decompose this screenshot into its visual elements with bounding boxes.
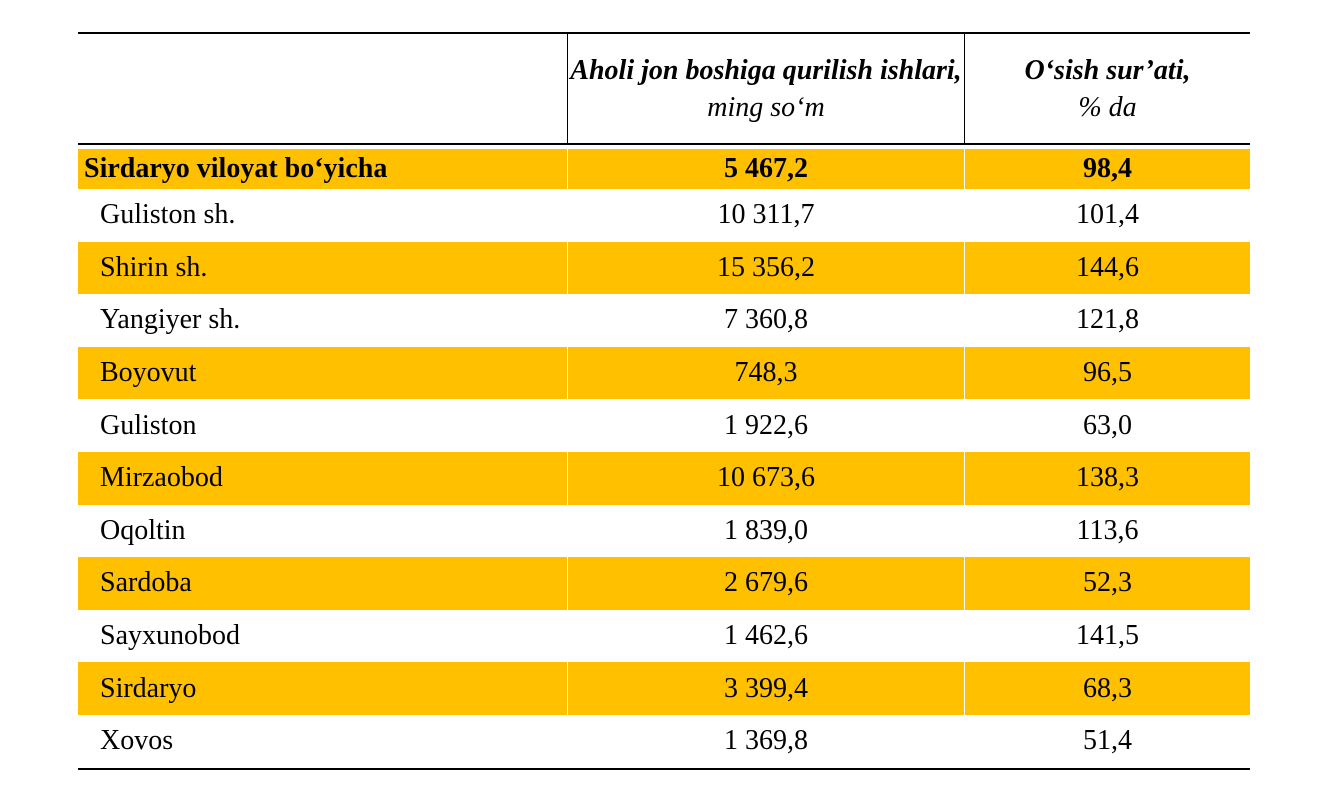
row-growth: 121,8 xyxy=(1076,304,1139,336)
table-row xyxy=(78,399,1250,452)
row-growth: 51,4 xyxy=(1083,725,1132,757)
row-growth: 63,0 xyxy=(1083,409,1132,441)
row-name: Boyovut xyxy=(78,347,568,400)
row-value: 1 922,6 xyxy=(568,399,965,452)
row-name: Yangiyer sh. xyxy=(78,294,568,347)
row-growth: 68,3 xyxy=(1083,672,1132,704)
row-growth: 101,4 xyxy=(1076,199,1139,231)
row-value: 15 356,2 xyxy=(568,242,965,295)
table-row xyxy=(78,189,1250,242)
row-growth: 144,6 xyxy=(1076,251,1139,283)
table-row xyxy=(78,294,1250,347)
row-value: 748,3 xyxy=(568,347,965,400)
table-row xyxy=(78,242,1250,295)
header-empty-cell xyxy=(78,34,568,143)
row-name: Sardoba xyxy=(78,557,568,610)
table-row xyxy=(78,505,1250,558)
row-growth: 141,5 xyxy=(1076,620,1139,652)
table-row xyxy=(78,452,1250,505)
table-row xyxy=(78,662,1250,715)
row-name: Sirdaryo viloyat bo‘yicha xyxy=(78,149,568,189)
header-construction-per-capita xyxy=(568,34,965,143)
row-value: 2 679,6 xyxy=(568,557,965,610)
row-name: Guliston sh. xyxy=(78,189,568,242)
table-header xyxy=(78,32,1250,145)
statistics-table xyxy=(78,32,1250,770)
row-value: 1 369,8 xyxy=(568,715,965,768)
table-body xyxy=(78,189,1250,770)
row-growth: 113,6 xyxy=(1076,514,1139,546)
header-growth-label: O‘sish sur’ati, xyxy=(1024,54,1191,86)
row-value: 10 311,7 xyxy=(568,189,965,242)
row-name: Shirin sh. xyxy=(78,242,568,295)
header-growth-rate xyxy=(965,34,1250,143)
row-name: Sirdaryo xyxy=(78,662,568,715)
row-growth: 96,5 xyxy=(1083,357,1132,389)
table-row-total xyxy=(78,149,1250,189)
row-name: Sayxunobod xyxy=(78,610,568,663)
table-row xyxy=(78,715,1250,768)
row-name: Mirzaobod xyxy=(78,452,568,505)
row-value: 3 399,4 xyxy=(568,662,965,715)
header-construction-label: Aholi jon boshiga qurilish ishlari, xyxy=(570,54,962,86)
row-growth: 98,4 xyxy=(1083,153,1132,184)
table-row xyxy=(78,347,1250,400)
row-value: 5 467,2 xyxy=(568,149,965,189)
table-row xyxy=(78,610,1250,663)
row-value: 1 839,0 xyxy=(568,505,965,558)
row-value: 7 360,8 xyxy=(568,294,965,347)
table-row xyxy=(78,557,1250,610)
row-name: Guliston xyxy=(78,399,568,452)
header-construction-unit: ming so‘m xyxy=(707,91,825,123)
row-name: Xovos xyxy=(78,715,568,768)
row-value: 10 673,6 xyxy=(568,452,965,505)
row-growth: 52,3 xyxy=(1083,567,1132,599)
header-growth-unit: % da xyxy=(1078,91,1137,123)
row-value: 1 462,6 xyxy=(568,610,965,663)
row-growth: 138,3 xyxy=(1076,462,1139,494)
row-name: Oqoltin xyxy=(78,505,568,558)
